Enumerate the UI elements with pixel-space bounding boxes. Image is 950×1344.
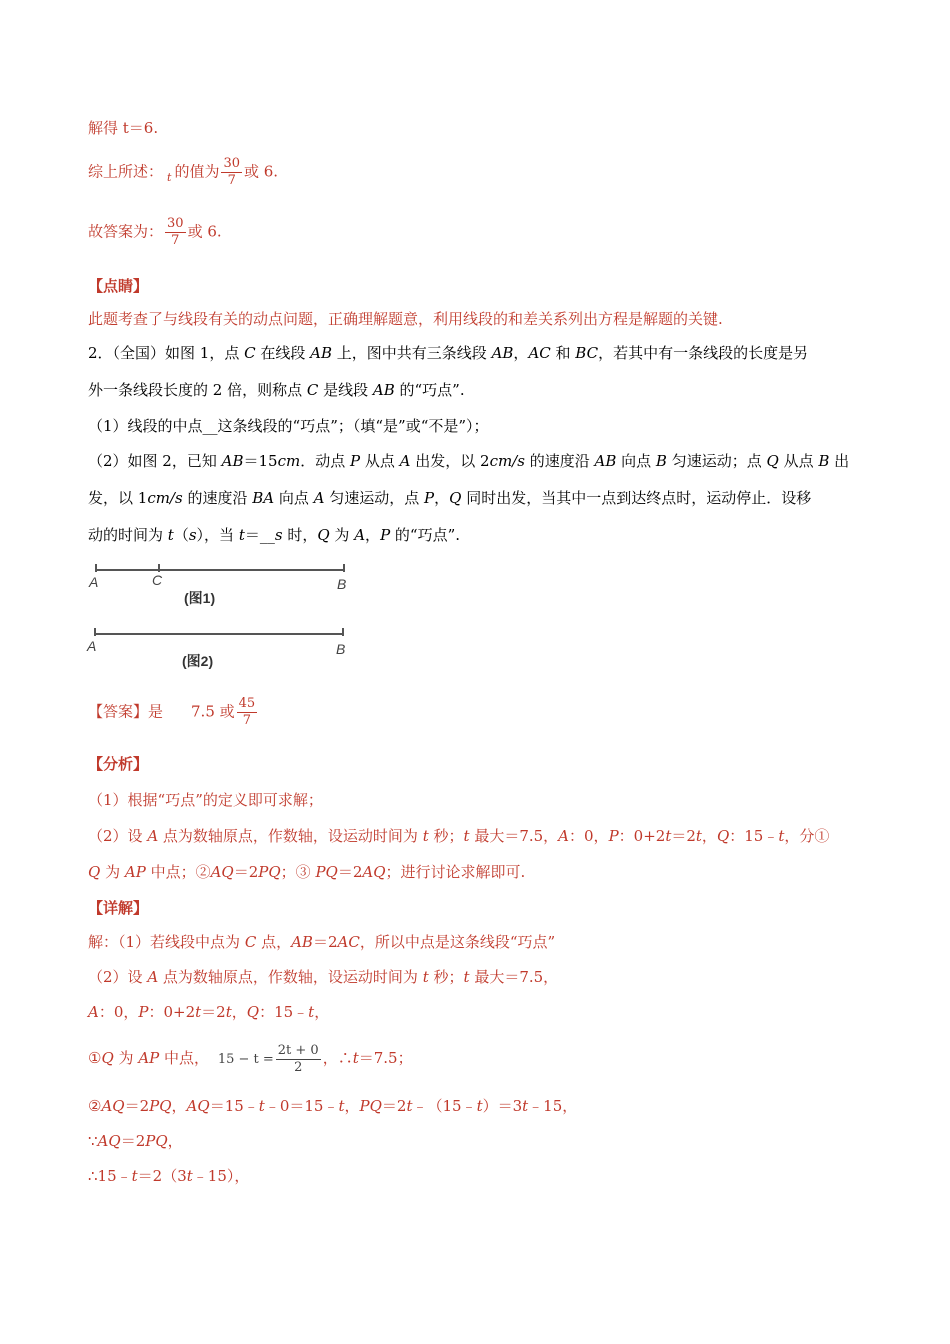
figure-1-label-c: C — [152, 572, 163, 588]
figure-2-label-a: A — [87, 638, 97, 654]
figure-1-label-a: A — [89, 574, 99, 590]
q2-line-2: 外一条线段长度的 2 倍，则称点 C 是线段 AB 的“巧点”. — [88, 381, 465, 399]
detail-line-1: 解：（1）若线段中点为 C 点，AB＝2AC，所以中点是这条线段“巧点” — [88, 933, 556, 951]
answer-restate-line — [88, 216, 222, 249]
q2-part-2-line-2: 发，以 1cm/s 的速度沿 BA 向点 A 匀速运动，点 P，Q 同时出发，当其中一点到达终点时，运动停止．设移 — [88, 489, 812, 507]
detail-line-7: ∴15﹣t＝2（3t﹣15）， — [88, 1167, 250, 1185]
summary-suffix: 或 6. — [244, 162, 279, 181]
detail-line-2: （2）设 A 点为数轴原点，作数轴，设运动时间为 t 秒；t 最大＝7.5， — [88, 968, 559, 986]
figure-1-caption: (图1) — [184, 590, 216, 606]
solve-result-line: 解得 t＝6. — [88, 119, 159, 137]
q2-line-1: 2．（全国）如图 1，点 C 在线段 AB 上，图中共有三条线段 AB，AC 和 BC，若其中有一条线段的长度是另 — [88, 344, 809, 362]
figure-2-caption: (图2) — [182, 653, 214, 669]
fraction-30-7: $\frac{30}{7}$ — [223, 156, 240, 188]
answer-restate-prefix: 故答案为： — [88, 222, 164, 241]
summary-prefix: 综上所述： — [88, 162, 164, 181]
q2-part-2-line-3: 动的时间为 t（s），当 t＝__s 时，Q 为 A，P 的“巧点”. — [88, 526, 461, 544]
detail-title: 【详解】 — [88, 899, 149, 917]
answer-label: 【答案】是 — [88, 702, 164, 721]
q2-part-1: （1）线段的中点__这条线段的“巧点”；（填“是”或“不是”）； — [88, 417, 489, 435]
summary-t: t — [167, 170, 172, 184]
figure-2-segment — [88, 624, 358, 644]
answer-value: 7.5 或 — [191, 702, 235, 721]
q2-part-2-line-1: （2）如图 2，已知 AB＝15cm．动点 P 从点 A 出发，以 2cm/s 的速度沿 AB 向点 B 匀速运动；点 Q 从点 B 出 — [88, 452, 850, 470]
answer-restate-suffix: 或 6. — [187, 222, 222, 241]
figure-1-segment — [88, 560, 358, 580]
dianjing-title: 【点睛】 — [88, 277, 149, 295]
detail-line-3: A：0，P：0+2t＝2t，Q：15﹣t， — [88, 1003, 330, 1021]
analysis-line-2: （2）设 A 点为数轴原点，作数轴，设运动时间为 t 秒；t 最大＝7.5，A：0，P：0+2t＝2t，Q：15﹣t，分① — [88, 827, 830, 845]
dianjing-text: 此题考查了与线段有关的动点问题，正确理解题意，利用线段的和差关系列出方程是解题的关键. — [88, 310, 723, 328]
analysis-title: 【分析】 — [88, 755, 149, 773]
summary-mid: 的值为 — [174, 162, 220, 181]
detail-line-4: ①Q 为 AP 中点， 15 − t = $\frac{2t + 0}{2}$ ，∴t＝7.5； — [88, 1042, 413, 1075]
fraction-30-7-b: $\frac{30}{7}$ — [167, 216, 184, 248]
answer-line — [88, 696, 259, 729]
equation-left: 15 − t = — [217, 1052, 274, 1067]
analysis-line-3: Q 为 AP 中点；②AQ＝2PQ；③ PQ＝2AQ；进行讨论求解即可. — [88, 863, 526, 881]
equation-fraction: $\frac{2t + 0}{2}$ — [277, 1042, 319, 1075]
answer-fraction-45-7: $\frac{45}{7}$ — [238, 696, 256, 728]
summary-line — [88, 156, 278, 189]
figure-1-label-b: B — [337, 576, 347, 592]
figure-2-label-b: B — [336, 641, 346, 657]
analysis-line-1: （1）根据“巧点”的定义即可求解； — [88, 791, 323, 809]
detail-line-5: ②AQ＝2PQ，AQ＝15﹣t﹣0＝15﹣t，PQ＝2t﹣（15﹣t）＝3t﹣15， — [88, 1097, 578, 1115]
detail-line-6: ∵AQ＝2PQ， — [88, 1132, 183, 1150]
figure-1 — [88, 560, 358, 610]
